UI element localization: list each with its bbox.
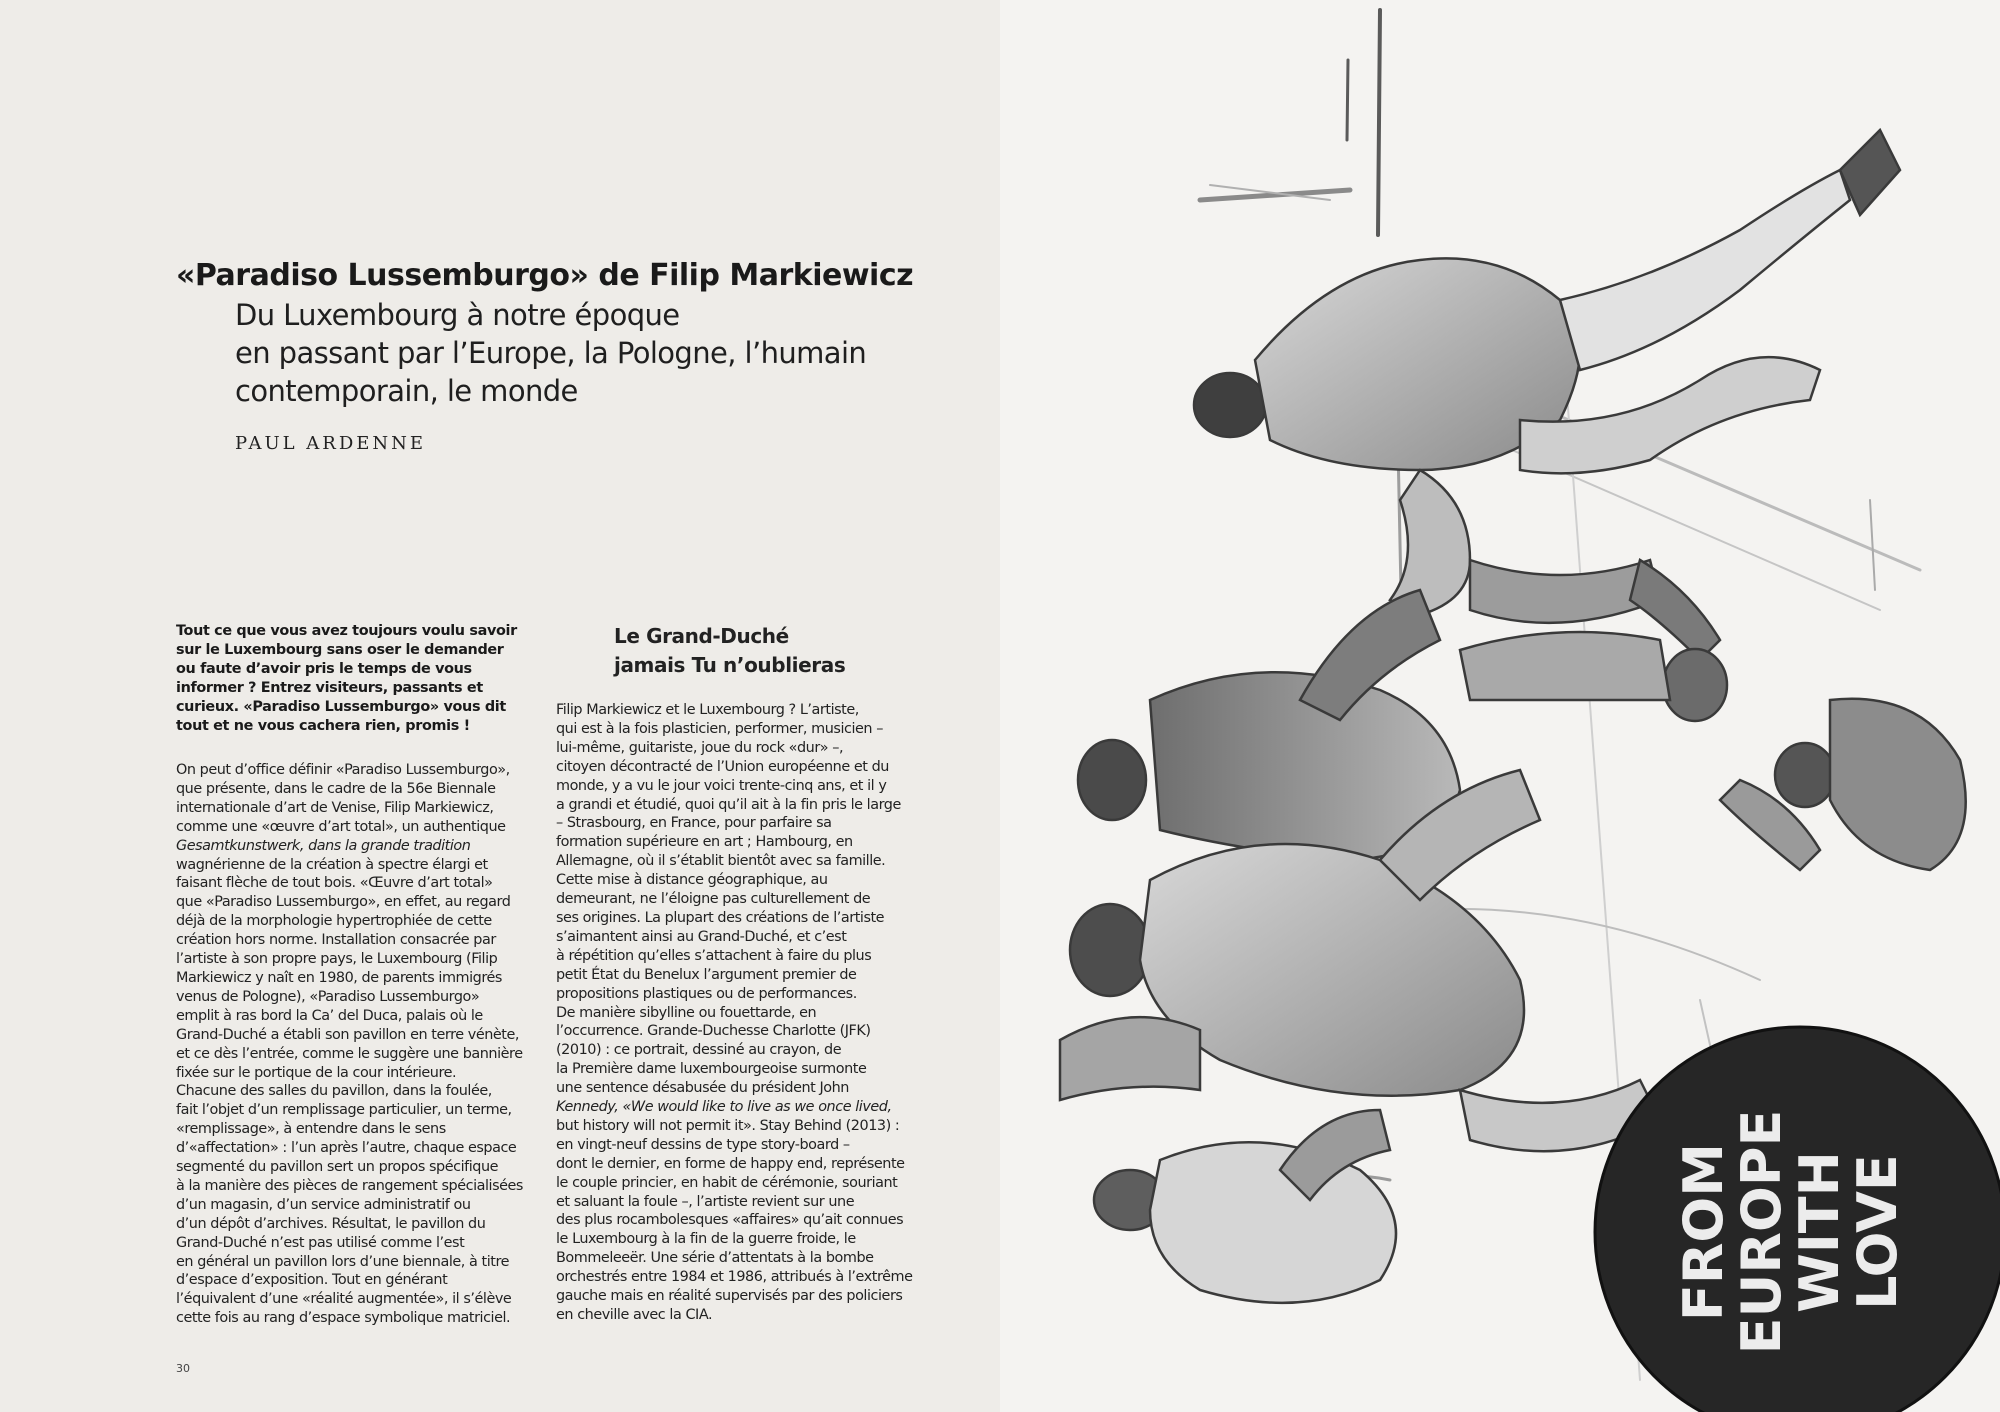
subtitle-line: Du Luxembourg à notre époque	[235, 298, 680, 332]
lead-line: Tout ce que vous avez toujours voulu savoir	[176, 623, 517, 639]
body-line: (2010) : ce portrait, dessiné au crayon, de	[556, 1042, 842, 1059]
body-line: le Luxembourg à la fin de la guerre froide, le	[556, 1231, 856, 1248]
body-line: qui est à la fois plasticien, performer, musicien –	[556, 720, 883, 737]
body-line: d’espace d’exposition. Tout en générant	[176, 1272, 448, 1289]
section-heading-line: jamais Tu n’oublieras	[614, 653, 846, 677]
body-line: petit État du Benelux l’argument premier de	[556, 966, 857, 983]
body-line: Filip Markiewicz et le Luxembourg ? L’artiste,	[556, 702, 859, 718]
lead-line: curieux. «Paradiso Lussemburgo» vous dit	[176, 699, 506, 715]
body-column-1	[176, 761, 536, 1328]
body-line: Grand-Duché a établi son pavillon en terre vénète,	[176, 1026, 520, 1043]
body-line: fait l’objet d’un remplissage particulier, un terme,	[176, 1102, 512, 1119]
body-line: gauche mais en réalité supervisés par des policiers	[556, 1288, 903, 1305]
badge-line: FROM	[1672, 1142, 1735, 1322]
body-line: déjà de la morphologie hypertrophiée de cette	[176, 913, 492, 930]
body-line: monde, y a vu le jour voici trente-cinq ans, et il y	[556, 777, 887, 794]
body-line: et ce dès l’entrée, comme le suggère une bannière	[176, 1045, 523, 1062]
body-line: à la manière des pièces de rangement spécialisées	[176, 1177, 523, 1194]
body-line: en cheville avec la CIA.	[556, 1307, 713, 1323]
body-line: segmenté du pavillon sert un propos spécifique	[176, 1159, 499, 1176]
body-line: à répétition qu’elles s’attachent à faire du plus	[556, 947, 872, 964]
body-line: comme une «œuvre d’art total», un authentique	[176, 818, 506, 835]
body-line: Cette mise à distance géographique, au	[556, 872, 828, 889]
body-line: On peut d’office définir «Paradiso Lussemburgo»,	[176, 762, 510, 778]
right-page	[1000, 0, 2000, 1412]
page-number: 30	[176, 1362, 190, 1375]
subtitle-line: en passant par l’Europe, la Pologne, l’humain	[235, 336, 867, 370]
body-line: Allemagne, où il s’établit bientôt avec sa famille.	[556, 853, 886, 870]
body-column-2	[556, 701, 916, 1325]
record-badge	[1595, 1027, 2000, 1412]
figure-top	[1194, 130, 1900, 660]
lead-line: sur le Luxembourg sans oser le demander	[176, 642, 504, 658]
body-line: demeurant, ne l’éloigne pas culturellement de	[556, 891, 871, 908]
body-line: venus de Pologne), «Paradiso Lussemburgo»	[176, 988, 480, 1005]
body-line: l’artiste à son propre pays, le Luxembourg (Filip	[176, 951, 498, 968]
lead-paragraph	[176, 622, 521, 736]
body-line: citoyen décontracté de l’Union européenne et du	[556, 758, 889, 775]
body-line: «remplissage», à entendre dans le sens	[176, 1121, 446, 1138]
lead-line: ou faute d’avoir pris le temps de vous	[176, 661, 472, 677]
body-line: que «Paradiso Lussemburgo», en effet, au regard	[176, 894, 511, 911]
body-line: d’un magasin, d’un service administratif ou	[176, 1196, 471, 1213]
body-line: l’équivalent d’une «réalité augmentée», il s’élève	[176, 1291, 512, 1308]
body-line: Bommeleeër. Une série d’attentats à la bombe	[556, 1250, 874, 1267]
body-line: Kennedy, «We would like to live as we once lived,	[556, 1099, 892, 1116]
body-line: formation supérieure en art ; Hambourg, en	[556, 834, 853, 851]
badge-line: LOVE	[1846, 1154, 1909, 1310]
lead-line: tout et ne vous cachera rien, promis !	[176, 718, 470, 734]
body-line: a grandi et étudié, quoi qu’il ait à la fin pris le large	[556, 796, 901, 813]
subtitle-line: contemporain, le monde	[235, 374, 578, 408]
body-line: Chacune des salles du pavillon, dans la foulée,	[176, 1083, 492, 1100]
body-line: propositions plastiques ou de performances.	[556, 985, 857, 1002]
body-line: Gesamtkunstwerk, dans la grande tradition	[176, 837, 471, 854]
body-line: dont le dernier, en forme de happy end, représente	[556, 1155, 905, 1172]
body-line: De manière sibylline ou fouettarde, en	[556, 1004, 817, 1021]
body-line: la Première dame luxembourgeoise surmonte	[556, 1061, 867, 1078]
body-line: le couple princier, en habit de cérémonie, souriant	[556, 1174, 898, 1191]
body-line: Markiewicz y naît en 1980, de parents immigrés	[176, 969, 502, 986]
lead-line: informer ? Entrez visiteurs, passants et	[176, 680, 483, 696]
body-line: but history will not permit it». Stay Behind (2013) :	[556, 1117, 900, 1134]
body-line: Grand-Duché n’est pas utilisé comme l’est	[176, 1234, 465, 1251]
body-line: faisant flèche de tout bois. «Œuvre d’art total»	[176, 875, 493, 892]
body-line: en vingt-neuf dessins de type story-board –	[556, 1136, 850, 1153]
body-line: lui-même, guitariste, joue du rock «dur» –,	[556, 739, 844, 756]
body-line: orchestrés entre 1984 et 1986, attribués à l’extrême	[556, 1269, 913, 1286]
body-line: que présente, dans le cadre de la 56e Biennale	[176, 780, 496, 797]
article-subtitle	[235, 296, 935, 410]
body-line: emplit à ras bord la Ca’ del Duca, palais où le	[176, 1007, 483, 1024]
body-line: – Strasbourg, en France, pour parfaire sa	[556, 815, 832, 832]
section-heading	[614, 622, 914, 680]
section-heading-line: Le Grand-Duché	[614, 624, 789, 648]
body-line: des plus rocambolesques «affaires» qu’ait connues	[556, 1212, 904, 1229]
badge-line: EUROPE	[1730, 1109, 1793, 1355]
body-line: d’«affectation» : l’un après l’autre, chaque espace	[176, 1140, 517, 1157]
body-line: création hors norme. Installation consacrée par	[176, 932, 496, 949]
body-line: internationale d’art de Venise, Filip Markiewicz,	[176, 799, 494, 816]
body-line: s’aimantent ainsi au Grand-Duché, et c’est	[556, 928, 847, 945]
body-line: fixée sur le portique de la cour intérieure.	[176, 1064, 457, 1081]
body-line: en général un pavillon lors d’une biennale, à titre	[176, 1253, 509, 1270]
author-name: PAUL ARDENNE	[235, 433, 427, 454]
pencil-drawing	[1000, 0, 2000, 1412]
body-line: d’un dépôt d’archives. Résultat, le pavillon du	[176, 1215, 486, 1232]
body-line: et saluant la foule –, l’artiste revient sur une	[556, 1193, 855, 1210]
article-title: «Paradiso Lussemburgo» de Filip Markiewicz	[176, 258, 914, 293]
body-line: wagnérienne de la création à spectre élargi et	[176, 856, 488, 873]
body-line: ses origines. La plupart des créations de l’artiste	[556, 909, 885, 926]
body-line: l’occurrence. Grande-Duchesse Charlotte (JFK)	[556, 1023, 871, 1040]
badge-line: WITH	[1788, 1151, 1851, 1313]
body-line: une sentence désabusée du président John	[556, 1080, 849, 1097]
body-line: cette fois au rang d’espace symbolique matriciel.	[176, 1310, 511, 1327]
